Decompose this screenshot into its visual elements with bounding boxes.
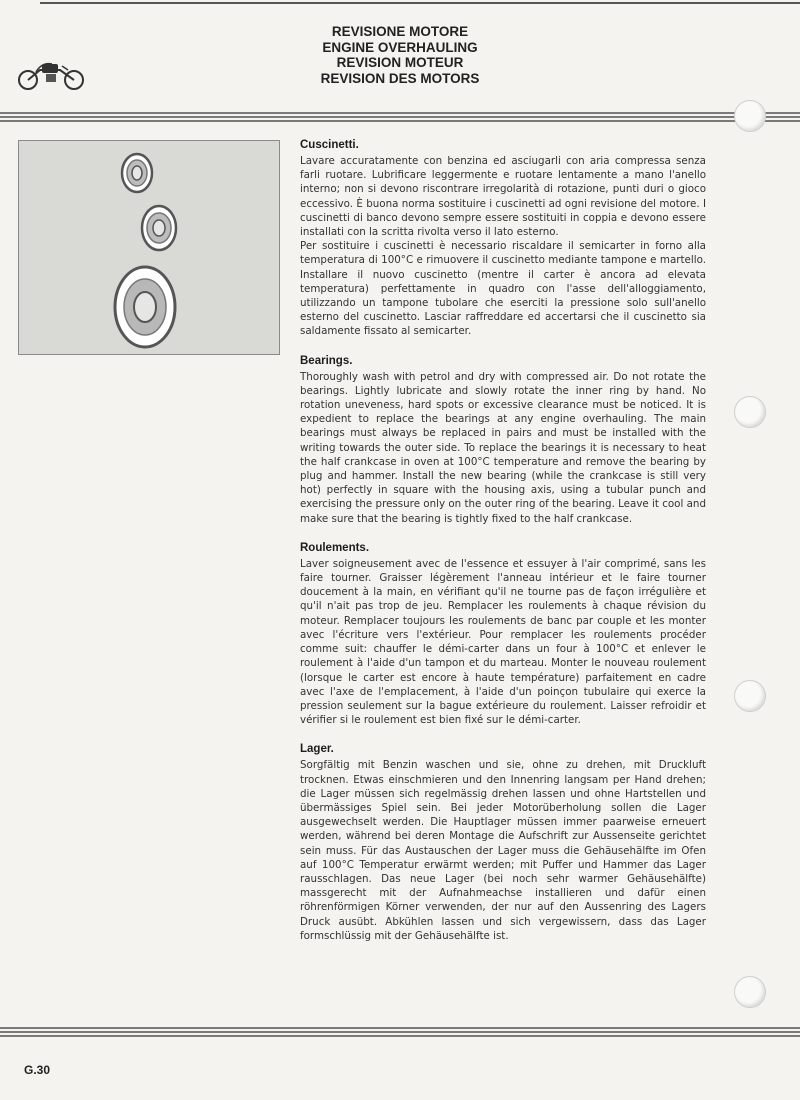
header-title-english: ENGINE OVERHAULING — [322, 39, 478, 55]
header-title-german: REVISION DES MOTORS — [320, 70, 480, 86]
paragraph: Laver soigneusement avec de l'essence et essuyer à l'air comprimé, sans les faire tourner. Graisser légèrement l'anneau intérieur et le faire tourner doucement à la main, en vérifiant qu'il ne tourne pas de façon irrégulière et qu'il n'ait pas trop de jeu. Remplacer les roulements à chaque révision du moteur. Remplacer toujours les roulements de banc par couple et les monter avec l'écriture vers l'extérieur. Pour remplacer les roulements procéder comme suit: chauffer le démi-carter dans un four à 100°C et enlever le roulement à l'aide d'un tampon et du marteau. Monter le nouveau roulement (lorsque le carter est encore à haute température) parfaitement en cadre avec l'axe de l'emplacement, à l'aide d'un poinçon tubulaire qui exerce la pression seulement sur la bague extérieure du roulement. Laisser refroidir et vérifier si le roulement est bien fixé sur le démi-carter. — [300, 557, 706, 727]
section-title: Bearings. — [300, 354, 353, 367]
header-title-italian: REVISIONE MOTORE — [331, 24, 469, 39]
section-english — [300, 355, 706, 526]
page-header — [280, 24, 520, 86]
section-body — [300, 758, 706, 943]
section-french — [300, 542, 706, 727]
bearings-photo — [18, 140, 280, 355]
section-german — [300, 743, 706, 943]
header-title-french: REVISION MOTEUR — [336, 55, 464, 70]
page-number: G.30 — [24, 1063, 51, 1077]
paragraph: Thoroughly wash with petrol and dry with compressed air. Do not rotate the bearings. Lightly lubricate and slowly rotate the inner ring by hand. No rotation uneveness, hard spots or excessive clearance must be noticed. It is expedient to replace the bearings at any engine overhauling. The main bearings must always be replaced in pairs and must be installed with the writing towards the outer side. To replace the bearings it is necessary to heat the half crankcase in oven at 100°C temperature and remove the bearing by plug and hammer. Install the new bearing (while the crankcase is still very hot) perfectly in square with the housing axis, using a tubular punch and exercising the pressure only on the outer ring of the bearing. Leave it cool and make sure that the bearing is tightly fixed to the half crankcase. — [300, 370, 706, 525]
section-body — [300, 370, 706, 526]
bearing-large-icon — [115, 267, 175, 347]
top-rule — [40, 2, 800, 4]
paragraph: Lavare accuratamente con benzina ed asciugarli con aria compressa senza farli ruotare. Lubrificare leggermente e ruotare lentamente a mano l'anello interno; non si devono riscontrare irregolarità di rotazione, punti duri o gioco eccessivo. È buona norma sostituire i cuscinetti ad ogni revisione del motore. I cuscinetti di banco devono sempre essere sostituiti in coppia e devono essere installati con la scritta rivolta verso il lato esterno. — [300, 155, 706, 239]
header-divider — [0, 112, 800, 124]
section-body — [300, 557, 706, 727]
binder-hole-icon — [734, 976, 766, 1008]
main-content — [300, 139, 706, 959]
section-italian — [300, 139, 706, 339]
bearing-small-icon — [122, 154, 152, 192]
section-body — [300, 154, 706, 339]
bearings-illustration — [19, 141, 279, 354]
section-title: Cuscinetti. — [300, 139, 359, 151]
binder-hole-icon — [734, 680, 766, 712]
paragraph: Per sostituire i cuscinetti è necessario riscaldare il semicarter in forno alla temperatura di 100°C e rimuovere il cuscinetto mediante tampone e martello. Installare il nuovo cuscinetto (mentre il carter è ancora ad elevata temperatura) perfettamente in quadro con l'asse dell'alloggiamento, utilizzando un tampone tubolare che eserciti la pressione solo sull'anello esterno del cuscinetto. Lasciar raffreddare ed accertarsi che il cuscinetto sia saldamente fissato al semicarter. — [300, 240, 706, 338]
binder-hole-icon — [734, 396, 766, 428]
binder-hole-icon — [734, 100, 766, 132]
motorcycle-logo-icon — [16, 56, 86, 92]
section-title: Roulements. — [300, 541, 370, 554]
section-title: Lager. — [300, 743, 334, 756]
paragraph: Sorgfältig mit Benzin waschen und sie, ohne zu drehen, mit Druckluft trocknen. Etwas einschmieren und den Innenring langsam per Hand drehen; die Lager müssen sich regelmässig drehen lassen und ohne Hartstellen und übermässiges Spiel sein. Bei jeder Motorüberholung sollen die Lager ausgewechselt werden. Die Hauptlager müssen immer paarweise erneuert werden, während bei deren Montage die Aufschrift zur Aussenseite gerichtet sein muss. Für das Austauschen der Lager muss die Gehäusehälfte im Ofen auf 100°C Temperatur erwärmt werden; mit Puffer und Hammer das Lager rausschlagen. Das neue Lager (bei noch sehr warmer Gehäusehälfte) massgerecht mit der Aufnahmeachse installieren und dafür einen röhrenförmigen Körner verwenden, der nur auf den Aussenring des Lagers Druck ausübt. Abkühlen lassen und sich vergewissern, dass das Lager formschlüssig mit der Gehäusehälfte ist. — [300, 759, 706, 942]
bearing-medium-icon — [142, 206, 176, 250]
footer-divider — [0, 1027, 800, 1039]
